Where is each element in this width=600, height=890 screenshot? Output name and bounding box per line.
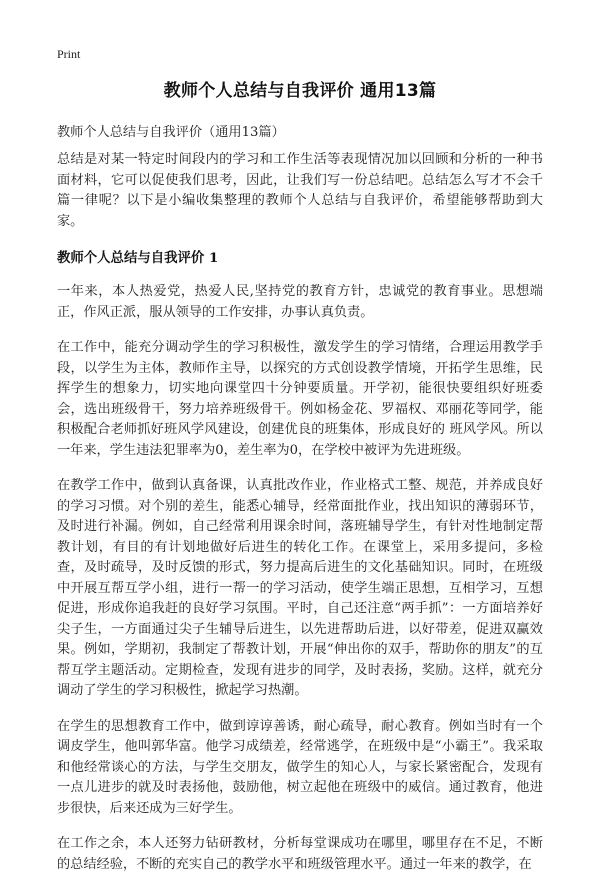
body-paragraph: 一年来，本人热爱党，热爱人民,坚持党的教育方针，忠诚党的教育事业。思想端正，作风正派，服从领导的工作安排，办事认真负责。 xyxy=(57,284,543,320)
intro-paragraph: 总结是对某一特定时间段内的学习和工作生活等表现情况加以回顾和分析的一种书面材料，它可以促使我们思考，因此，让我们写一份总结吧。总结怎么写才不会千篇一律呢？以下是小编收集整理的教师个人总结与自我评价，希望能够帮助到大家。 xyxy=(57,152,543,229)
section-heading: 教师个人总结与自我评价 1 xyxy=(57,250,219,266)
document-body xyxy=(57,150,543,890)
document-title: 教师个人总结与自我评价 通用13篇 xyxy=(163,81,437,101)
body-paragraph: 在学生的思想教育工作中，做到谆谆善诱，耐心疏导，耐心教育。例如当时有一个调皮学生，他叫郭华富。他学习成绩差，经常逃学，在班级中是“小霸王”。我采取和他经常谈心的方法，与学生交朋友，做学生的知心人，与家长紧密配合，发现有一点儿进步的就及时表扬他，鼓励他，树立起他在班级中的威信。通过教育，他进步很快，后来还成为三好学生。 xyxy=(57,718,543,816)
body-paragraph: 在工作中，能充分调动学生的学习积极性，激发学生的学习情绪，合理运用教学手段，以学生为主体，教师作主导，以探究的方式创设教学情境，开拓学生思维，民挥学生的想象力，切实地向课堂四十分钟要质量。开学初，能很快要组织好班委会，选出班级骨干，努力培养班级骨干。例如杨金花、罗福权、邓丽花等同学，能积极配合老师抓好班风学风建设，创建优良的班集体，形成良好的 班风学风。所以一年来，学生违法犯罪率为0，差生率为0，在学校中被评为先进班级。 xyxy=(57,340,543,458)
body-paragraph: 在工作之余，本人还努力钻研教材，分析每堂课成功在哪里，哪里存在不足，不断的总结经验，不断的充实自己的教学水平和班级管理水平。通过一年来的教学，在 xyxy=(57,836,543,872)
document-subtitle: 教师个人总结与自我评价（通用13篇） xyxy=(57,125,285,140)
body-paragraph: 在教学工作中，做到认真备课，认真批改作业，作业格式工整、规范，并养成良好的学习习惯。对个别的差生，能悉心辅导，经常面批作业，找出知识的薄弱环节，及时进行补漏。例如，自己经常利用课余时间，落班辅导学生，有针对性地制定帮教计划，有目的有计划地做好后进生的转化工作。在课堂上，采用多提问，多检查，及时疏导，及时反馈的形式，努力提高后进生的文化基础知识。同时，在班级中开展互帮互学小组，进行一帮一的学习活动，使学生端正思想，互相学习，互想促进，形成你追我赶的良好学习氛围。平时，自己还注意“两手抓”：一方面培养好尖子生，一方面通过尖子生辅导后进生，以先进帮助后进，以好带差，促进双赢效果。例如，学期初，我制定了帮教计划，开展“伸出你的双手，帮助你的朋友”的互帮互学主题活动。定期检查，发现有进步的同学，及时表扬，奖励。这样，就充分调动了学生的学习积极性，掀起学习热潮。 xyxy=(57,478,543,698)
print-link[interactable]: Print xyxy=(57,47,81,61)
